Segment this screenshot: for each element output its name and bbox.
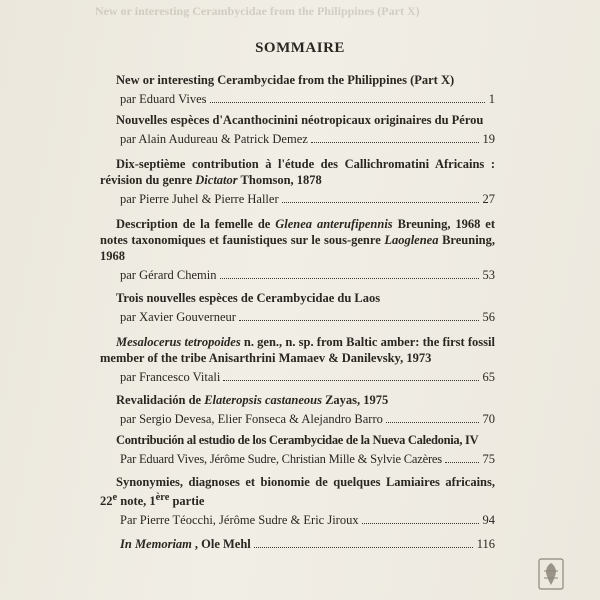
leader-dots: [386, 422, 479, 423]
publisher-emblem-icon: [538, 558, 564, 590]
leader-dots: [239, 320, 479, 321]
entry-page-number: 27: [482, 192, 495, 206]
entry-authors: Par Pierre Téocchi, Jérôme Sudre & Eric Jiroux: [120, 513, 359, 528]
entry-page-number: 19: [482, 132, 495, 146]
leader-dots: [223, 380, 478, 381]
entry-page-number: 75: [482, 452, 495, 466]
entry-byline: [100, 91, 495, 107]
leader-dots: [282, 202, 479, 203]
bleed-through-text: New or interesting Cerambycidae from the Philippines (Part X): [95, 4, 420, 18]
entry-title: Synonymies, diagnoses et bionomie de quelques Lamiaires africains, 22e note, 1ère partie: [100, 475, 495, 509]
leader-dots: [254, 547, 473, 548]
entry-authors: par Xavier Gouverneur: [120, 310, 236, 324]
entry-byline: [100, 191, 495, 207]
leader-dots: [445, 462, 479, 463]
entry-byline: [100, 451, 495, 467]
leader-dots: [311, 142, 479, 143]
memoriam-line: In Memoriam , Ole Mehl 116: [120, 537, 495, 551]
entry-title: New or interesting Cerambycidae from the Philippines (Part X): [116, 73, 455, 87]
leader-dots: [210, 102, 485, 103]
entry-page-number: 65: [482, 370, 495, 384]
entry-byline: [100, 369, 495, 385]
entry-page-number: 53: [482, 268, 495, 282]
entry-title: Trois nouvelles espèces de Cerambycidae du Laos: [116, 291, 381, 305]
entry-page-number: 1: [488, 92, 495, 106]
entry-page-number: 116: [476, 537, 495, 551]
entry-title: Nouvelles espèces d'Acanthocinini néotropicaux originaires du Pérou: [116, 113, 484, 127]
entry-authors: par Sergio Devesa, Elier Fonseca & Alejandro Barro: [120, 412, 383, 426]
toc-entry[interactable]: [100, 290, 495, 325]
entry-byline: [100, 411, 495, 427]
leader-dots: [362, 523, 479, 524]
toc-entry[interactable]: [100, 474, 495, 528]
entry-authors: par Alain Audureau & Patrick Demez: [120, 132, 308, 146]
toc-entry[interactable]: [100, 112, 495, 147]
entry-title: Description de la femelle de Glenea anterufipennis Breuning, 1968 et notes taxonomiques et faunistiques sur le sous-genre Laoglenea Breuning, 1968: [100, 217, 496, 263]
entry-byline: [100, 267, 495, 283]
toc-entry[interactable]: [100, 392, 495, 427]
entry-title: Contribución al estudio de los Cerambycidae de la Nueva Caledonia, IV: [116, 433, 479, 447]
toc-entry[interactable]: [100, 72, 495, 107]
toc-entry[interactable]: [100, 216, 495, 283]
toc-entry[interactable]: [100, 432, 495, 467]
entry-page-number: 56: [482, 310, 495, 324]
entry-authors: par Eduard Vives: [120, 92, 207, 106]
toc-entry[interactable]: [100, 156, 495, 207]
entry-page-number: 70: [482, 412, 495, 426]
entry-title: Mesalocerus tetropoides n. gen., n. sp. from Baltic amber: the first fossil member of the tribe Anisarthrini Mamaev & Danilevsky, 1973: [100, 335, 495, 365]
toc-entry[interactable]: [100, 334, 495, 385]
toc-entry-memoriam[interactable]: [100, 536, 495, 552]
entry-authors: par Francesco Vitali: [120, 370, 221, 384]
leader-dots: [220, 278, 479, 279]
entry-authors: par Gérard Chemin: [120, 268, 217, 282]
entry-byline: [100, 309, 495, 325]
entry-title: Dix-septième contribution à l'étude des Callichromatini Africains : révision du genre Dictator Thomson, 1878: [100, 157, 495, 187]
entry-page-number: 94: [482, 513, 495, 528]
entry-authors: par Pierre Juhel & Pierre Haller: [120, 192, 279, 206]
entry-byline: [100, 131, 495, 147]
entry-authors: Par Eduard Vives, Jérôme Sudre, Christian Mille & Sylvie Cazères: [120, 452, 442, 466]
page-title: SOMMAIRE: [255, 40, 345, 56]
entry-byline: [100, 512, 495, 528]
entry-title: Revalidación de Elateropsis castaneous Zayas, 1975: [116, 393, 389, 407]
